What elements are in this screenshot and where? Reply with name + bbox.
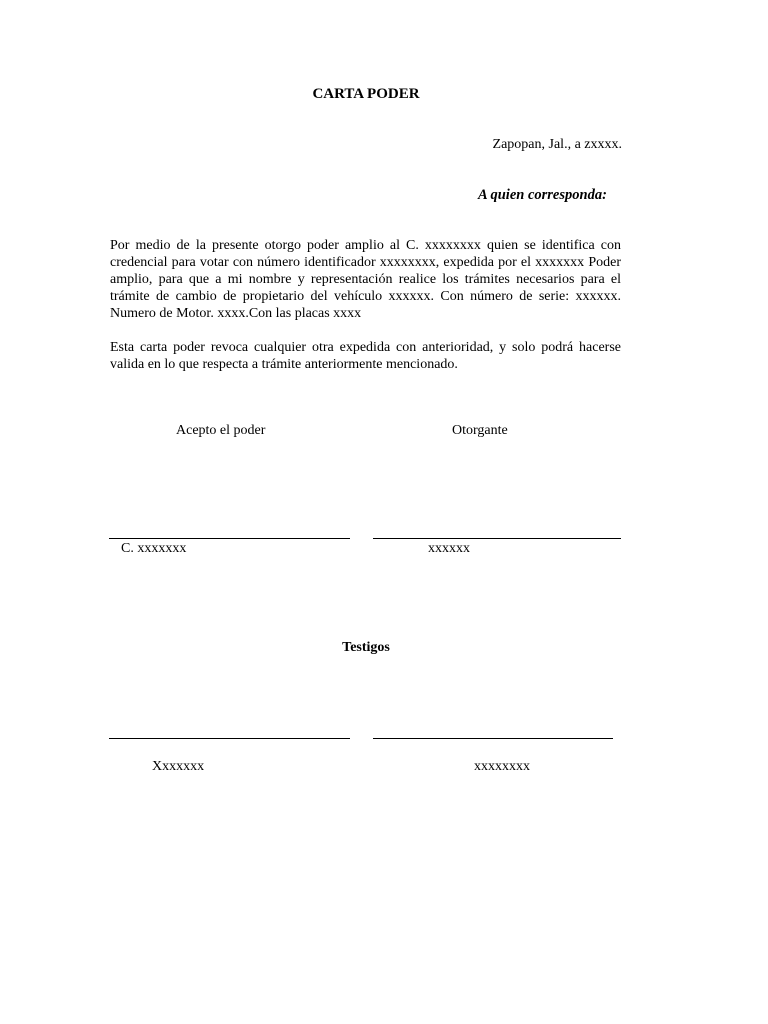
grantor-name: xxxxxx (428, 541, 470, 556)
place-and-date: Zapopan, Jal., a zxxxx. (492, 137, 622, 152)
body-paragraph-1: Por medio de la presente otorgo poder amplio al C. xxxxxxxx quien se identifica con credencial para votar con número identificador xxxxxxxx, expedida por el xxxxxxx Poder amplio, para que a mi nombre y representación realice los trámites necesarios para el trámite de cambio de propietario del vehículo xxxxxx. Con número de serie: xxxxxx. Numero de Motor. xxxx.Con las placas xxxx (110, 238, 621, 321)
document-title: CARTA PODER (312, 86, 420, 102)
witness-2-signature-line (373, 738, 613, 739)
witnesses-heading: Testigos (342, 640, 390, 655)
witness-1-name: Xxxxxxx (152, 759, 205, 774)
acceptor-label: Acepto el poder (176, 423, 266, 438)
acceptor-name: C. xxxxxxx (121, 541, 187, 556)
body-paragraph-2: Esta carta poder revoca cualquier otra expedida con anterioridad, y solo podrá hacerse valida en lo que respecta a trámite anteriormente mencionado. (110, 340, 621, 372)
salutation: A quien corresponda: (478, 187, 607, 203)
grantor-signature-line (373, 538, 621, 539)
acceptor-signature-line (109, 538, 350, 539)
witness-1-signature-line (109, 738, 350, 739)
witness-2-name: xxxxxxxx (474, 759, 530, 774)
grantor-label: Otorgante (452, 423, 508, 438)
